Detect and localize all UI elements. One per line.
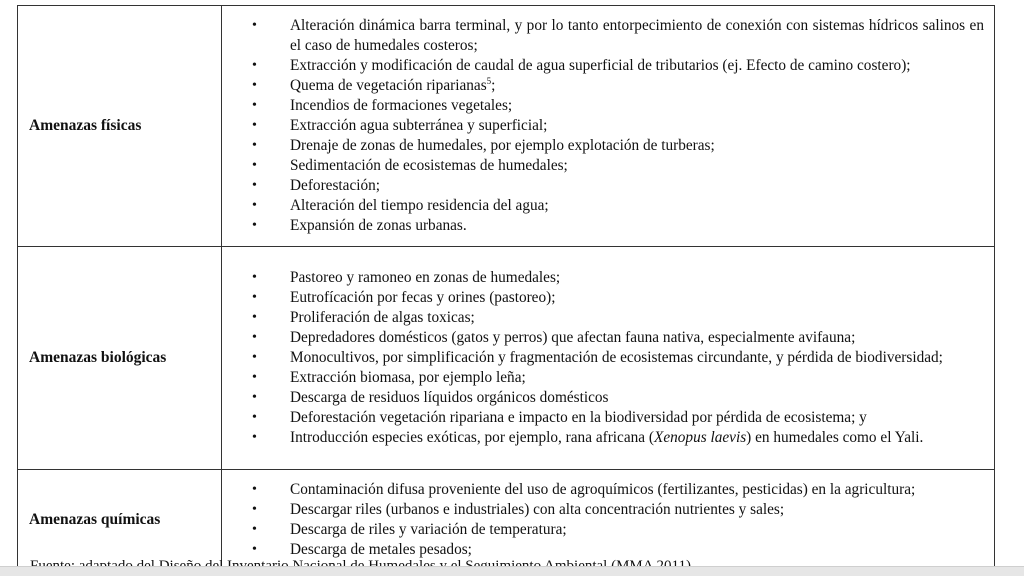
list-item: • Alteración del tiempo residencia del agua;: [228, 196, 984, 216]
list-item: • Deforestación vegetación ripariana e impacto en la biodiversidad por pérdida de ecosistema; y: [228, 408, 984, 428]
list-item: • Introducción especies exóticas, por ejemplo, rana africana (Xenopus laevis) en humedales como el Yali.: [228, 428, 984, 448]
table-row: [18, 247, 995, 470]
table-row: [18, 470, 995, 571]
items-cell: [222, 247, 995, 470]
list-item: • Alteración dinámica barra terminal, y por lo tanto entorpecimiento de conexión con sistemas hídricos salinos en el caso de humedales costeros;: [228, 16, 984, 56]
table-row: [18, 6, 995, 247]
items-cell: [222, 470, 995, 571]
list-item: • Eutrofícación por fecas y orines (pastoreo);: [228, 288, 984, 308]
bullet-list: [228, 268, 984, 448]
list-item: • Depredadores domésticos (gatos y perros) que afectan fauna nativa, especialmente avifauna;: [228, 328, 984, 348]
list-item: • Quema de vegetación riparianas$^5$;: [228, 76, 984, 96]
list-item: • Deforestación;: [228, 176, 984, 196]
category-cell: Amenazas biológicas: [18, 247, 222, 470]
items-cell: [222, 6, 995, 247]
list-item: • Descarga de riles y variación de temperatura;: [228, 520, 984, 540]
bullet-list: [228, 16, 984, 236]
list-item: • Expansión de zonas urbanas.: [228, 216, 984, 236]
list-item: • Descargar riles (urbanos e industriales) con alta concentración nutrientes y sales;: [228, 500, 984, 520]
list-item: • Drenaje de zonas de humedales, por ejemplo explotación de turberas;: [228, 136, 984, 156]
list-item: • Pastoreo y ramoneo en zonas de humedales;: [228, 268, 984, 288]
list-item: • Extracción agua subterránea y superficial;: [228, 116, 984, 136]
threats-table: [17, 5, 995, 571]
category-cell: Amenazas físicas: [18, 6, 222, 247]
list-item: • Descarga de residuos líquidos orgánicos domésticos: [228, 388, 984, 408]
list-item: • Extracción biomasa, por ejemplo leña;: [228, 368, 984, 388]
list-item: • Sedimentación de ecosistemas de humedales;: [228, 156, 984, 176]
list-item: • Monocultivos, por simplificación y fragmentación de ecosistemas circundante, y pérdida de biodiversidad;: [228, 348, 984, 368]
category-cell: Amenazas químicas: [18, 470, 222, 571]
list-item: • Incendios de formaciones vegetales;: [228, 96, 984, 116]
list-item: • Extracción y modificación de caudal de agua superficial de tributarios (ej. Efecto de camino costero);: [228, 56, 984, 76]
list-item: • Contaminación difusa proveniente del uso de agroquímicos (fertilizantes, pesticidas) en la agricultura;: [228, 480, 984, 500]
list-item: • Descarga de metales pesados;: [228, 540, 984, 560]
bullet-list: [228, 480, 984, 560]
list-item: • Proliferación de algas toxicas;: [228, 308, 984, 328]
